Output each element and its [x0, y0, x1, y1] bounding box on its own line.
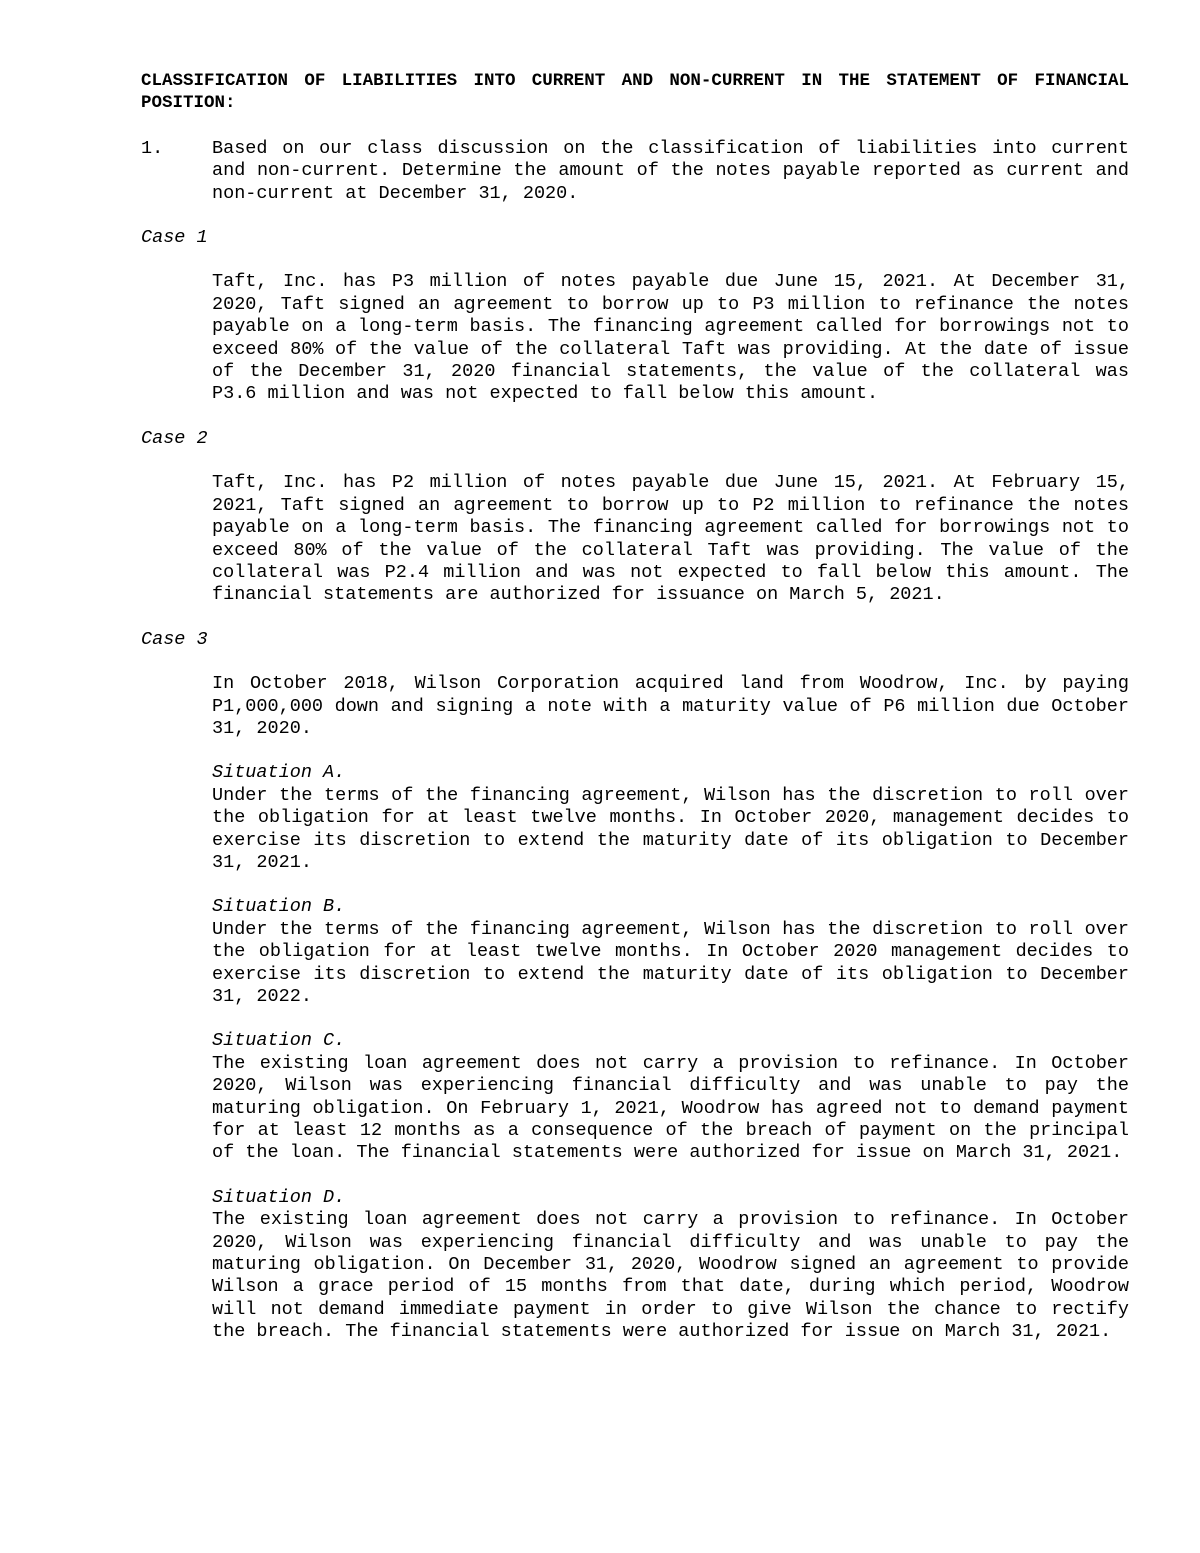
case-1-label: Case 1 — [141, 227, 208, 249]
case-2-label: Case 2 — [141, 427, 208, 449]
situation-c-text: The existing loan agreement does not carry a provision to refinance. In October 2020, Wilson was experiencing financial difficulty and was unable to pay the maturing obligation. On February 1, 2021, Woodrow has agreed not to demand payment for at least 12 months as a consequence of the breach of payment on the principal of the loan. The financial statements were authorized for issue on March 31, 2021. — [212, 1052, 1129, 1164]
situation-a-label: Situation A. — [212, 762, 346, 784]
situation-d-text: The existing loan agreement does not carry a provision to refinance. In October 2020, Wilson was experiencing financial difficulty and was unable to pay the maturing obligation. On December 31, 2020, Woodrow signed an agreement to provide Wilson a grace period of 15 months from that date, during which period, Woodrow will not demand immediate payment in order to give Wilson the chance to rectify the breach. The financial statements were authorized for issue on March 31, 2021. — [212, 1209, 1129, 1343]
situation-d-label: Situation D. — [212, 1186, 346, 1208]
situation-c — [212, 1030, 1129, 1164]
situation-d — [212, 1187, 1129, 1344]
document-page — [141, 70, 1129, 1344]
situation-c-label: Situation C. — [212, 1030, 346, 1052]
question-number: 1. — [141, 137, 164, 159]
case-3-text: In October 2018, Wilson Corporation acquired land from Woodrow, Inc. by paying P1,000,000 down and signing a note with a maturity value of P6 million due October 31, 2020. — [212, 673, 1129, 739]
situation-b-label: Situation B. — [212, 896, 346, 918]
question-text: Based on our class discussion on the classification of liabilities into current and non-current. Determine the amount of the notes payable reported as current and non-current at December 31, 2020. — [212, 137, 1129, 204]
case-2-text: Taft, Inc. has P2 million of notes payable due June 15, 2021. At February 15, 2021, Taft signed an agreement to borrow up to P2 million to refinance the notes payable on a long-term basis. The financing agreement called for borrowings not to exceed 80% of the value of the collateral Taft was providing. The value of the collateral was P2.4 million and was not expected to fall below this amount. The financial statements are authorized for issuance on March 5, 2021. — [212, 472, 1129, 606]
document-title: CLASSIFICATION OF LIABILITIES INTO CURRENT AND NON-CURRENT IN THE STATEMENT OF FINANCIAL POSITION: — [141, 71, 1129, 114]
question-1 — [141, 138, 1129, 205]
case-1-text: Taft, Inc. has P3 million of notes payable due June 15, 2021. At December 31, 2020, Taft signed an agreement to borrow up to P3 million to refinance the notes payable on a long-term basis. The financing agreement called for borrowings not to exceed 80% of the value of the collateral Taft was providing. At the date of issue of the December 31, 2020 financial statements, the value of the collateral was P3.6 million and was not expected to fall below this amount. — [212, 271, 1129, 405]
situation-b — [212, 896, 1129, 1008]
situation-a — [212, 762, 1129, 874]
case-3-label: Case 3 — [141, 628, 208, 650]
situation-b-text: Under the terms of the financing agreement, Wilson has the discretion to roll over the obligation for at least twelve months. In October 2020 management decides to exercise its discretion to extend the maturity date of its obligation to December 31, 2022. — [212, 918, 1129, 1007]
situation-a-text: Under the terms of the financing agreement, Wilson has the discretion to roll over the obligation for at least twelve months. In October 2020, management decides to exercise its discretion to extend the maturity date of its obligation to December 31, 2021. — [212, 784, 1129, 873]
